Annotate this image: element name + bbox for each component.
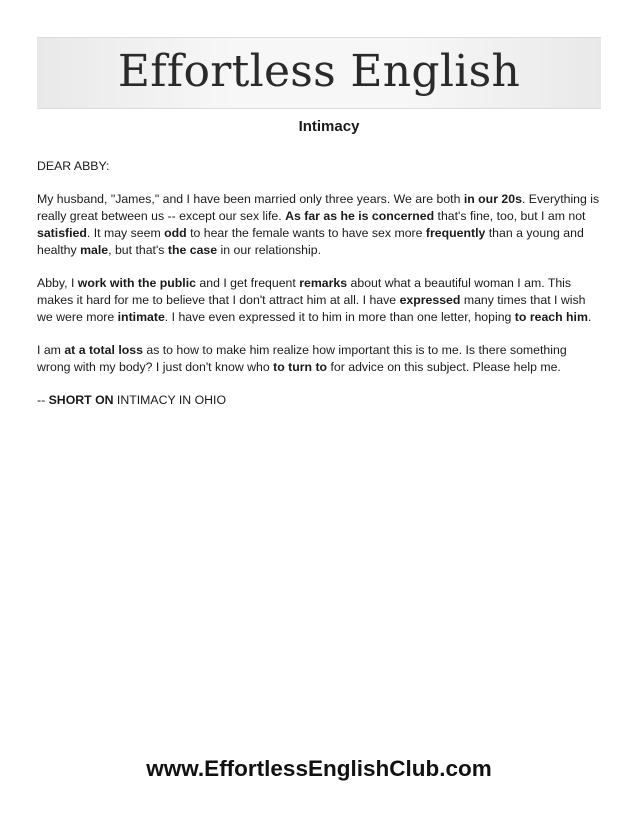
letter-paragraph-1: My husband, "James," and I have been married only three years. We are both in our 20s. Everything is really great between us -- except our sex life. As far as he is concerned that's fine, too, but I am not satisfied. It may seem odd to hear the female wants to have sex more frequently than a young and healthy male, but that's the case in our relationship. — [37, 192, 600, 257]
brand-logo-text: Effortless English — [117, 46, 521, 97]
emphasized-phrase: remarks — [299, 276, 348, 290]
emphasized-phrase: As far as he is concerned — [285, 209, 435, 223]
emphasized-phrase: to reach him — [514, 310, 588, 324]
emphasized-phrase: at a total loss — [64, 343, 143, 357]
letter-paragraph-3: I am at a total loss as to how to make him realize how important this is to me. Is there something wrong with my body? I just don't know who to turn to for advice on this subject. Please help me. — [37, 343, 567, 374]
emphasized-phrase: SHORT ON — [48, 393, 114, 407]
page-title-text: Intimacy — [298, 118, 360, 135]
brand-banner — [37, 37, 601, 109]
letter-paragraph-2: Abby, I work with the public and I get frequent remarks about what a beautiful woman I am. This makes it hard for me to believe that I don't attract him at all. I have expressed many times that I wish we were more intimate. I have even expressed it to him in more than one letter, hoping to reach him. — [37, 276, 592, 324]
emphasized-phrase: male — [80, 243, 109, 257]
letter-signoff: -- SHORT ON INTIMACY IN OHIO — [37, 393, 227, 407]
page-title — [0, 118, 638, 136]
letter-salutation: DEAR ABBY: — [37, 159, 110, 173]
emphasized-phrase: in our 20s — [463, 192, 522, 206]
emphasized-phrase: frequently — [425, 226, 486, 240]
emphasized-phrase: the case — [167, 243, 218, 257]
footer-url: www.EffortlessEnglishClub.com — [146, 756, 492, 781]
emphasized-phrase: odd — [164, 226, 187, 240]
emphasized-phrase: to turn to — [273, 360, 328, 374]
emphasized-phrase: expressed — [399, 293, 461, 307]
emphasized-phrase: intimate — [117, 310, 165, 324]
letter-body — [37, 158, 603, 425]
emphasized-phrase: satisfied — [37, 226, 87, 240]
emphasized-phrase: work with the public — [77, 276, 196, 290]
